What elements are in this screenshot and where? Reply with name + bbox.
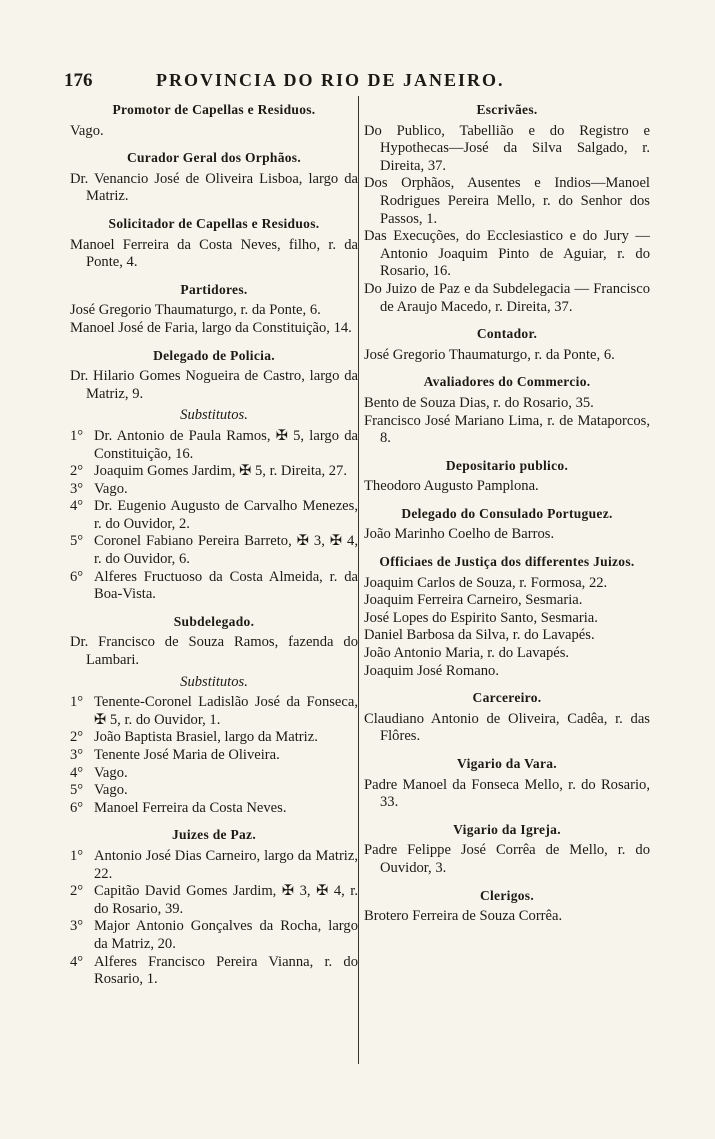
escrivaes-heading: Escrivães.: [476, 102, 538, 117]
partidor-entry: José Gregorio Thaumaturgo, r. da Ponte, 6.: [70, 302, 321, 319]
escrivao-entry: Das Execuções, do Ecclesiastico e do Jury — Antonio Joaquim Pinto de Aguiar, r. do Rosario, 16.: [364, 228, 650, 280]
official-entry: José Lopes do Espirito Santo, Sesmaria.: [364, 609, 598, 626]
solicitador-heading: Solicitador de Capellas e Residuos.: [108, 215, 320, 231]
page-title: PROVINCIA DO RIO DE JANEIRO.: [156, 70, 505, 90]
juiz-entry: 4° Alferes Francisco Pereira Vianna, r. do Rosario, 1.: [70, 953, 358, 988]
partidores-heading: Partidores.: [180, 281, 248, 297]
column-divider: [358, 96, 359, 1064]
page-header: [64, 68, 644, 98]
substituto-entry: 1° Dr. Antonio de Paula Ramos, ✠ 5, largo da Constituição, 16.: [70, 427, 358, 462]
juiz-entry: 2° Capitão David Gomes Jardim, ✠ 3, ✠ 4, r. do Rosario, 39.: [70, 883, 358, 917]
official-entry: João Antonio Maria, r. do Lavapés.: [364, 645, 570, 662]
escrivao-entry: Do Juizo de Paz e da Subdelegacia — Francisco de Araujo Macedo, r. Direita, 37.: [364, 280, 650, 315]
juiz-entry: 3° Major Antonio Gonçalves da Rocha, largo da Matriz, 20.: [70, 918, 358, 952]
vigario-igreja-heading: Vigario da Igreja.: [453, 821, 561, 837]
clerigo-entry: Brotero Ferreira de Souza Corrêa.: [364, 908, 563, 925]
official-entry: Joaquim Ferreira Carneiro, Sesmaria.: [364, 592, 583, 609]
substituto2-entry: 1° Tenente-Coronel Ladislão José da Fonseca, ✠ 5, r. do Ouvidor, 1.: [70, 694, 358, 728]
substituto2-entry: 4° Vago.: [70, 764, 128, 781]
delegado-heading: Delegado de Policia.: [153, 347, 275, 363]
contador-entry: José Gregorio Thaumaturgo, r. da Ponte, 6.: [364, 346, 615, 363]
delegado-entry: Dr. Hilario Gomes Nogueira de Castro, largo da Matriz, 9.: [70, 368, 358, 402]
substituto2-entry: 3° Tenente José Maria de Oliveira.: [70, 747, 280, 763]
partidor-entry: Manoel José de Faria, largo da Constituição, 14.: [70, 319, 352, 336]
substituto2-entry: 5° Vago.: [70, 782, 128, 799]
contador-heading: Contador.: [476, 326, 538, 342]
vigario-vara-heading: Vigario da Vara.: [457, 756, 557, 771]
subdelegado-heading: Subdelegado.: [173, 613, 255, 629]
escrivao-entry: Do Publico, Tabellião e do Registro e Hypothecas—José da Silva Salgado, r. Direita, 37.: [364, 122, 650, 174]
juizes-heading: Juizes de Paz.: [171, 827, 257, 843]
promotor-entry: Vago.: [70, 122, 104, 139]
consulado-heading: Delegado do Consulado Portuguez.: [401, 505, 613, 521]
left-column: [70, 98, 358, 989]
substituto-entry: 3° Vago.: [70, 480, 128, 497]
carcereiro-heading: Carcereiro.: [472, 690, 542, 706]
escrivao-entry: Dos Orphãos, Ausentes e Indios—Manoel Rodrigues Pereira Mello, r. do Senhor dos Passos, 1.: [364, 175, 650, 227]
solicitador-entry: Manoel Ferreira da Costa Neves, filho, r. da Ponte, 4.: [70, 236, 358, 271]
curador-entry: Dr. Venancio José de Oliveira Lisboa, largo da Matriz.: [70, 170, 358, 205]
avaliador-entry: Francisco José Mariano Lima, r. de Mataporcos, 8.: [364, 412, 650, 447]
depositario-entry: Theodoro Augusto Pamplona.: [364, 478, 539, 495]
vigario-vara-entry: Padre Manoel da Fonseca Mello, r. do Rosario, 33.: [364, 776, 650, 811]
official-entry: Joaquim José Romano.: [364, 662, 499, 679]
subdelegado-entry: Dr. Francisco de Souza Ramos, fazenda do Lambari.: [70, 634, 358, 669]
curador-heading: Curador Geral dos Orphãos.: [126, 150, 302, 166]
substitutos-heading: Substitutos.: [180, 407, 248, 424]
substitutos2-heading: Substitutos.: [180, 673, 248, 690]
vigario-igreja-entry: Padre Felippe José Corrêa de Mello, r. do Ouvidor, 3.: [364, 842, 650, 876]
consulado-entry: João Marinho Coelho de Barros.: [364, 526, 555, 543]
avaliadores-heading: Avaliadores do Commercio.: [423, 374, 591, 390]
substituto-entry: 5° Coronel Fabiano Pereira Barreto, ✠ 3, ✠ 4, r. do Ouvidor, 6.: [70, 533, 358, 568]
juiz-entry: 1° Antonio José Dias Carneiro, largo da Matriz, 22.: [70, 847, 358, 882]
substituto-entry: 2° Joaquim Gomes Jardim, ✠ 5, r. Direita, 27.: [70, 463, 347, 480]
depositario-heading: Depositario publico.: [445, 457, 569, 473]
right-column: [364, 98, 650, 926]
substituto-entry: 6° Alferes Fructuoso da Costa Almeida, r. da Boa-Vista.: [70, 568, 358, 603]
avaliador-entry: Bento de Souza Dias, r. do Rosario, 35.: [364, 394, 594, 411]
official-entry: Daniel Barbosa da Silva, r. do Lavapés.: [364, 627, 595, 644]
substituto2-entry: 2° João Baptista Brasiel, largo da Matriz.: [70, 729, 318, 746]
promotor-heading: Promotor de Capellas e Residuos.: [112, 102, 316, 117]
page-number: 176: [64, 70, 93, 91]
substituto-entry: 4° Dr. Eugenio Augusto de Carvalho Menezes, r. do Ouvidor, 2.: [70, 498, 358, 532]
substituto2-entry: 6° Manoel Ferreira da Costa Neves.: [70, 799, 287, 816]
officiaes-heading: Officiaes de Justiça dos differentes Juizos.: [379, 554, 635, 570]
clerigos-heading: Clerigos.: [479, 887, 535, 903]
official-entry: Joaquim Carlos de Souza, r. Formosa, 22.: [364, 574, 608, 591]
carcereiro-entry: Claudiano Antonio de Oliveira, Cadêa, r. das Flôres.: [364, 710, 650, 745]
